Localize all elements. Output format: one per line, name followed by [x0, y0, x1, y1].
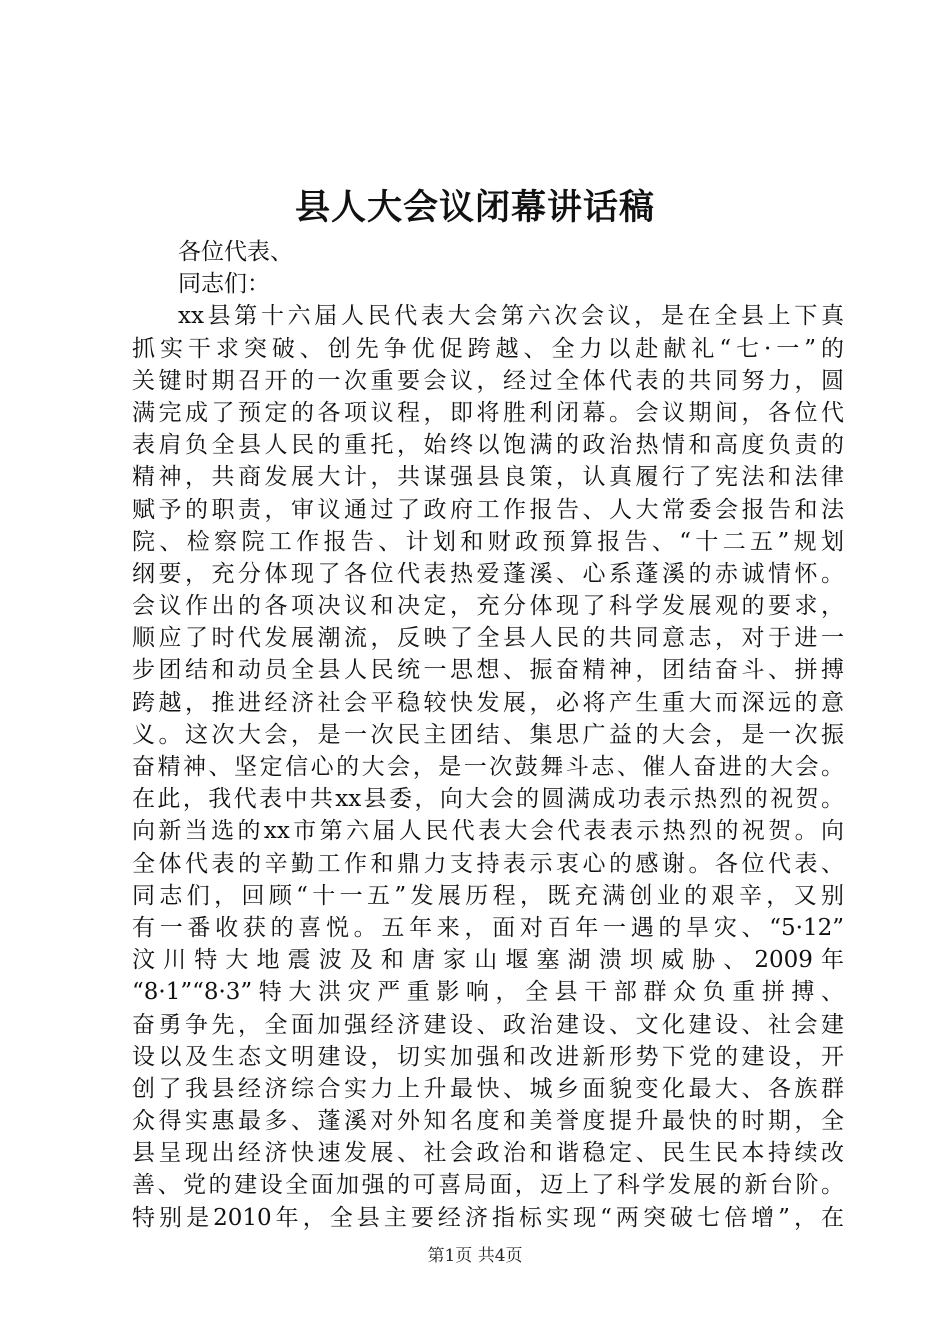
- body-line: 全体代表的辛勤工作和鼎力支持表示衷心的感谢。各位代表、: [132, 850, 844, 877]
- body-line: 特别是2010年，全县主要经济指标实现“两突破七倍增”，在: [132, 1204, 844, 1231]
- body-line: xx县第十六届人民代表大会第六次会议，是在全县上下真: [178, 303, 844, 330]
- body-line: 表肩负全县人民的重托，始终以饱满的政治热情和高度负责的: [132, 432, 844, 459]
- body-line: 县呈现出经济快速发展、社会政治和谐稳定、民生民本持续改: [132, 1140, 844, 1167]
- body-line: 纲要，充分体现了各位代表热爱蓬溪、心系蓬溪的赤诚情怀。: [132, 560, 844, 587]
- body-line: 同志们，回顾“十一五”发展历程，既充满创业的艰辛，又别: [132, 882, 844, 909]
- body-line: 创了我县经济综合实力上升最快、城乡面貌变化最大、各族群: [132, 1075, 844, 1102]
- body-line: 向新当选的xx市第六届人民代表大会代表表示热烈的祝贺。向: [132, 818, 844, 845]
- body-line: 各位代表、: [178, 239, 293, 265]
- body-line: 跨越，推进经济社会平稳较快发展，必将产生重大而深远的意: [132, 689, 844, 716]
- body-line: 设以及生态文明建设，切实加强和改进新形势下党的建设，开: [132, 1043, 844, 1070]
- body-line: 奋勇争先，全面加强经济建设、政治建设、文化建设、社会建: [132, 1011, 844, 1038]
- body-line: 满完成了预定的各项议程，即将胜利闭幕。会议期间，各位代: [132, 399, 844, 426]
- document-body: [132, 236, 844, 1234]
- body-line: 关键时期召开的一次重要会议，经过全体代表的共同努力，圆: [132, 367, 844, 394]
- body-line: 奋精神、坚定信心的大会，是一次鼓舞斗志、催人奋进的大会。: [132, 754, 844, 780]
- body-line: 抓实干求突破、创先争优促跨越、全力以赴献礼“七·一”的: [132, 335, 844, 362]
- body-line: 顺应了时代发展潮流，反映了全县人民的共同意志，对于进一: [132, 625, 844, 652]
- body-line: 众得实惠最多、蓬溪对外知名度和美誉度提升最快的时期，全: [132, 1108, 844, 1135]
- body-line: 会议作出的各项决议和决定，充分体现了科学发展观的要求，: [132, 593, 844, 620]
- body-line: 同志们：: [178, 271, 270, 298]
- page-footer: 第1页 共4页: [427, 1246, 523, 1266]
- body-line: “8·1”“8·3”特大洪灾严重影响，全县干部群众负重拼搏、: [132, 979, 844, 1006]
- body-line: 善、党的建设全面加强的可喜局面，迈上了科学发展的新台阶。: [132, 1172, 844, 1199]
- body-line: 精神，共商发展大计，共谋强县良策，认真履行了宪法和法律: [132, 464, 844, 491]
- document-title: 县人大会议闭幕讲话稿: [294, 187, 655, 228]
- body-line: 在此，我代表中共xx县委，向大会的圆满成功表示热烈的祝贺。: [132, 786, 844, 813]
- body-line: 汶川特大地震波及和唐家山堰塞湖溃坝威胁、2009年: [132, 947, 844, 974]
- body-line: 赋予的职责，审议通过了政府工作报告、人大常委会报告和法: [132, 496, 844, 523]
- body-line: 义。这次大会，是一次民主团结、集思广益的大会，是一次振: [132, 721, 844, 748]
- body-line: 步团结和动员全县人民统一思想、振奋精神，团结奋斗、拼搏: [132, 657, 844, 684]
- body-line: 有一番收获的喜悦。五年来，面对百年一遇的旱灾、“5·12”: [132, 914, 844, 941]
- body-line: 院、检察院工作报告、计划和财政预算报告、“十二五”规划: [132, 528, 844, 555]
